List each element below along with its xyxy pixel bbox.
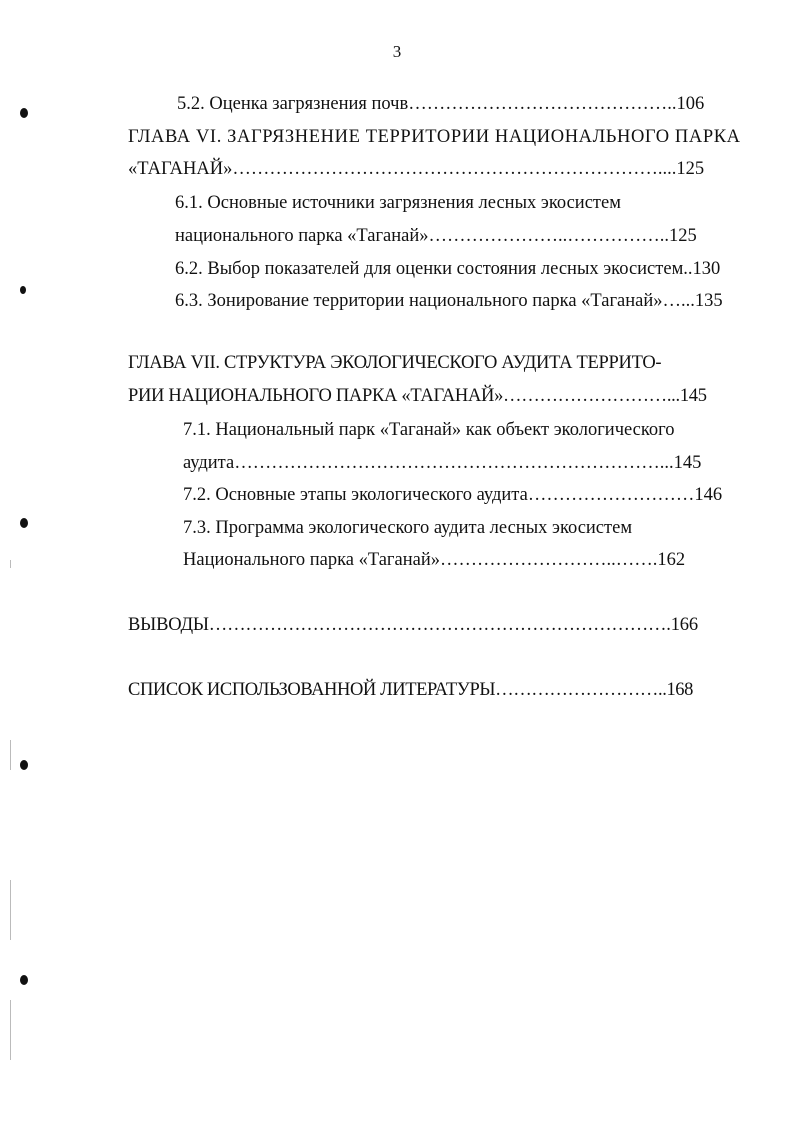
toc-chapter-7-title-cont: РИИ НАЦИОНАЛЬНОГО ПАРКА «ТАГАНАЙ»………………………...145 [128,386,707,406]
punch-hole-mark [20,760,28,770]
scan-speck [10,880,11,940]
page-number: 3 [392,42,402,61]
toc-entry-7-1-cont: аудита……………………………………………………………...145 [183,453,702,473]
toc-entry-7-3-cont: Национального парка «Таганай»………………………..…….162 [183,550,686,570]
punch-hole-mark [20,518,28,528]
punch-hole-mark [20,108,28,118]
toc-chapter-6-title-cont: «ТАГАНАЙ»……………………………………………………………....125 [128,159,705,179]
scan-speck [10,740,11,770]
toc-entry-6-3: 6.3. Зонирование территории национального парка «Таганай»…...135 [175,291,723,311]
toc-entry-7-3: 7.3. Программа экологического аудита лесных экосистем [183,518,633,538]
toc-chapter-6-title: ГЛАВА VI. ЗАГРЯЗНЕНИЕ ТЕРРИТОРИИ НАЦИОНАЛЬНОГО ПАРКА [128,127,741,147]
toc-chapter-7-title: ГЛАВА VII. СТРУКТУРА ЭКОЛОГИЧЕСКОГО АУДИТА ТЕРРИТО- [128,353,662,373]
toc-entry-5-2: 5.2. Оценка загрязнения почв……………………………………..106 [177,94,705,114]
toc-entry-6-1-cont: национального парка «Таганай»…………………..……………..125 [175,226,697,246]
scan-speck [10,560,11,568]
punch-hole-mark [20,286,26,294]
punch-hole-mark [20,975,28,985]
toc-entry-7-2: 7.2. Основные этапы экологического аудита………………………146 [183,485,723,505]
toc-references: СПИСОК ИСПОЛЬЗОВАННОЙ ЛИТЕРАТУРЫ………………………..168 [128,680,694,700]
toc-entry-7-1: 7.1. Национальный парк «Таганай» как объект экологического [183,420,675,440]
scan-speck [10,1000,11,1060]
toc-entry-6-2: 6.2. Выбор показателей для оценки состояния лесных экосистем..130 [175,259,721,279]
toc-entry-6-1: 6.1. Основные источники загрязнения лесных экосистем [175,193,621,213]
toc-conclusions: ВЫВОДЫ………………………………………………………………….166 [128,615,698,635]
